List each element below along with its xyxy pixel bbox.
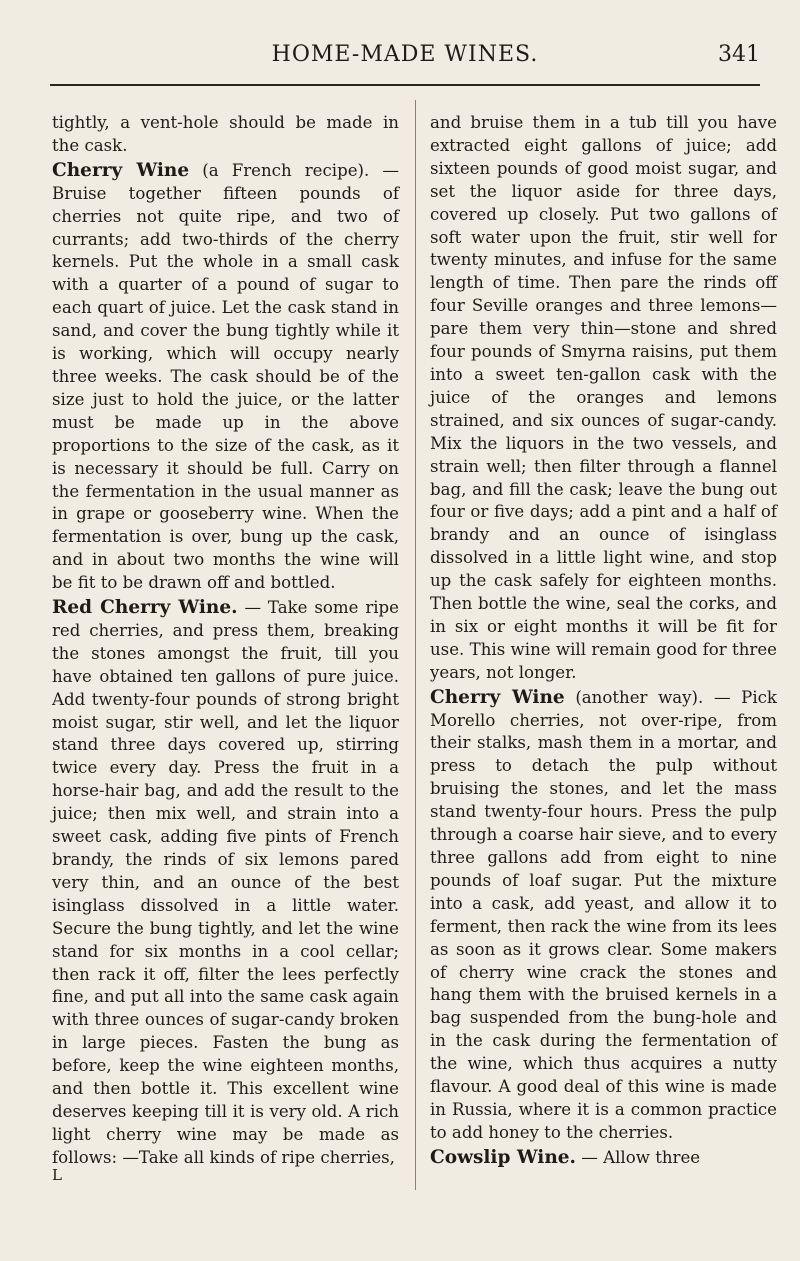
entry-body: — Pick Morello cherries, not over-ripe, from their stalks, mash them in a mortar, and press to detach the pulp without bruising the stones, and let the mass stand twenty-four hours. Press the pulp through a coarse hair sieve, and to every three gallons add from eight to nine pounds of loaf sugar. Put the mixture into a cask, add yeast, and allow it to ferment, then rack the wine from its lees as soon as it grows clear. Some makers of cherry wine crack the stones and hang them with the bruised kernels in a bag suspended from the bung-hole and in the cask during the fermentation of the wine, which thus acquires a nutty flavour. A good deal of this wine is made in Russia, where it is a common practice to add honey to the cherries. bbox=[430, 687, 777, 1142]
running-title: HOME-MADE WINES. bbox=[271, 42, 539, 67]
left-column bbox=[52, 112, 399, 1172]
paragraph: tightly, a vent-hole should be made in the cask. bbox=[52, 113, 399, 155]
entry-body: — Take some ripe red cherries, and press them, breaking the stones amongst the fruit, till you have obtained ten gallons of pure juice. Add twenty-four pounds of strong bright moist sugar, stir well, and let the liquor stand three days covered up, stirring twice every day. Press the fruit in a horse-hair bag, and add the result to the juice; then mix well, and strain into a sweet cask, adding five pints of French brandy, the rinds of six lemons pared very thin, and an ounce of the best isinglass dissolved in a little water. Secure the bung tightly, and let the wine stand for six months in a cool cellar; then rack it off, filter the lees perfectly fine, and put all into the same cask again with three ounces of sugar-candy broken in large pieces. Fasten the bung as before, keep the wine eighteen months, and then bottle it. This excellent wine deserves keeping till it is very old. A rich light cherry wine may be made as follows: —Take all kinds of ripe cherries, bbox=[52, 598, 399, 1167]
entry-heading: Cherry Wine bbox=[430, 686, 565, 708]
red-cherry-wine-entry bbox=[52, 597, 399, 1170]
signature-mark: L bbox=[52, 1166, 62, 1184]
entry-heading: Red Cherry Wine. bbox=[52, 597, 238, 619]
entry-heading: Cowslip Wine. bbox=[430, 1146, 576, 1168]
page-header bbox=[50, 34, 760, 74]
entry-heading: Cherry Wine bbox=[52, 159, 190, 181]
entry-body: —Bruise together fifteen pounds of cherries not quite ripe, and two of currants; add two-thirds of the cherry kernels. Put the whole in a small cask with a quarter of a pound of sugar to each quart of juice. Let the cask stand in sand, and cover the bung tightly while it is working, which will occupy nearly three weeks. The cask should be of the size just to hold the juice, or the latter must be made up in the above proportions to the size of the cask, as it is necessary it should be full. Carry on the fermentation in the usual manner as in grape or gooseberry wine. When the fermentation is over, bung up the cask, and in about two months the wine will be fit to be drawn off and bottled. bbox=[52, 160, 399, 593]
entry-subtitle: (a French recipe). bbox=[202, 160, 370, 180]
header-rule bbox=[50, 84, 760, 86]
page-number: 341 bbox=[718, 42, 760, 67]
right-column bbox=[430, 112, 777, 1172]
paragraph: and bruise them in a tub till you have extracted eight gallons of juice; add sixteen pounds of good moist sugar, and set the liquor aside for three days, covered up closely. Put two gallons of soft water upon the fruit, stir well for twenty minutes, and infuse for the same length of time. Then pare the rinds off four Seville oranges and three lemons— pare them very thin—stone and shred four pounds of Smyrna raisins, put them into a sweet ten-gallon cask with the juice of the oranges and lemons strained, and six ounces of sugar-candy. Mix the liquors in the two vessels, and strain well; then filter through a flannel bag, and fill the cask; leave the bung out four or five days; add a pint and a half of brandy and an ounce of isinglass dissolved in a little light wine, and stop up the cask safely for eighteen months. Then bottle the wine, seal the corks, and in six or eight months it will be fit for use. This wine will remain good for three years, not longer. bbox=[430, 113, 777, 682]
column-divider bbox=[415, 100, 416, 1190]
cowslip-wine-entry bbox=[430, 1147, 777, 1170]
cherry-wine-another-entry bbox=[430, 687, 777, 1145]
cherry-wine-entry bbox=[52, 160, 399, 595]
entry-body: — Allow three bbox=[581, 1147, 701, 1167]
entry-subtitle: (another way). bbox=[575, 687, 704, 707]
